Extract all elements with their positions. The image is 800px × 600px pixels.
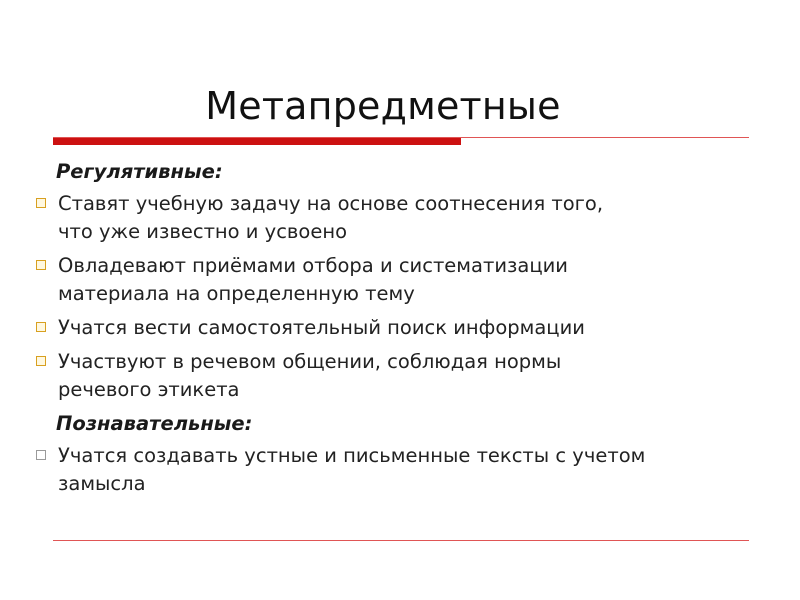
list-item-line: замысла [58, 472, 146, 495]
list-item [36, 442, 766, 498]
list-item [36, 190, 766, 246]
section-heading-cognitive: Познавательные: [56, 412, 253, 435]
list-item [36, 314, 766, 342]
list-item-line: Овладевают приёмами отбора и систематизации [58, 254, 568, 277]
title-underline-thick [53, 138, 461, 145]
bottom-divider [53, 540, 749, 541]
list-item-line: Участвуют в речевом общении, соблюдая нормы [58, 350, 562, 373]
checkbox-square-icon [36, 198, 46, 208]
checkbox-square-icon [36, 322, 46, 332]
list-item-line: Учатся создавать устные и письменные тексты с учетом [58, 444, 646, 467]
list-item [36, 252, 766, 308]
list-item-line: что уже известно и усвоено [58, 220, 348, 243]
checkbox-square-icon [36, 356, 46, 366]
slide-content [36, 158, 766, 504]
list-item [36, 348, 766, 404]
checkbox-square-icon [36, 450, 46, 460]
list-item-line: речевого этикета [58, 378, 240, 401]
list-item-line: материала на определенную тему [58, 282, 415, 305]
section-heading-regulatory: Регулятивные: [56, 160, 223, 183]
list-item-line: Ставят учебную задачу на основе соотнесения того, [58, 192, 604, 215]
checkbox-square-icon [36, 260, 46, 270]
list-item-line: Учатся вести самостоятельный поиск информации [58, 316, 585, 339]
slide-title: Метапредметные [205, 84, 561, 128]
